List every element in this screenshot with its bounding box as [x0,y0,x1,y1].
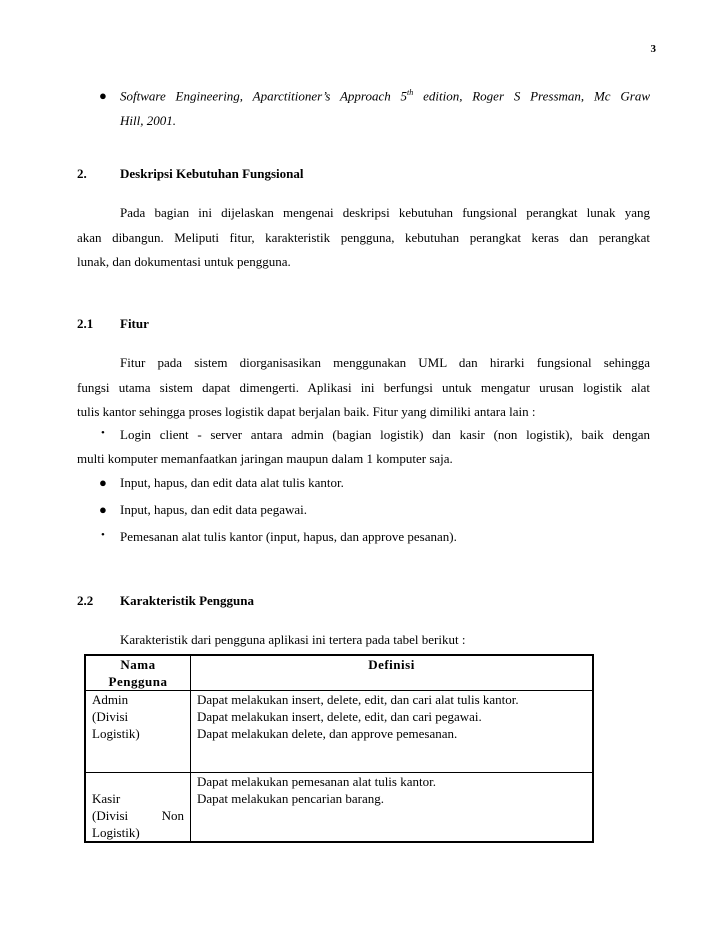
bullet-dot: ● [99,88,107,103]
bullet-dot: • [101,529,105,541]
table-row [85,691,593,773]
feature-item: Input, hapus, dan edit data alat tulis kantor. [120,475,344,490]
table-header-row [85,655,593,691]
user-definition-cell: Dapat melakukan pemesanan alat tulis kantor. Dapat melakukan pencarian barang. [191,773,594,843]
table-row [85,773,593,843]
section-2-2-title: Karakteristik Pengguna [120,593,254,608]
section-2-2-number: 2.2 [77,593,94,608]
bullet-dot: ● [99,475,107,490]
feature-item: Pemesanan alat tulis kantor (input, hapus, dan approve pesanan). [120,529,457,544]
section-2-1-para-line-3: tulis kantor sehingga proses logistik dapat berjalan baik. Fitur yang dimiliki antara lain : [77,404,536,419]
section-2-1-number: 2.1 [77,316,94,331]
section-2-title: Deskripsi Kebutuhan Fungsional [120,166,304,181]
feature-item: Input, hapus, dan edit data pegawai. [120,502,307,517]
user-name-cell: Kasir (Divisi Non Logistik) [85,773,191,843]
reference-superscript: th [407,88,414,97]
section-2-1-para-line-1: Fitur pada sistem diorganisasikan menggunakan UML dan hirarki fungsional sehingga [120,355,650,370]
reference-line-2: Hill, 2001. [120,113,176,128]
user-name-cell: Admin (Divisi Logistik) [85,691,191,773]
table-header-definition: Definisi [191,655,594,691]
section-2-2-intro: Karakteristik dari pengguna aplikasi ini tertera pada tabel berikut : [120,632,466,647]
bullet-dot: ● [99,502,107,517]
page-number: 3 [650,43,656,55]
reference-line-1: Software Engineering, Aparctitioner’s Approach 5th edition, Roger S Pressman, Mc Graw [120,88,650,104]
section-2-1-title: Fitur [120,316,149,331]
bullet-dot: • [101,427,105,439]
section-2-para-line-1: Pada bagian ini dijelaskan mengenai deskripsi kebutuhan fungsional perangkat lunak yang [120,205,650,220]
section-2-number: 2. [77,166,87,181]
user-definition-cell: Dapat melakukan insert, delete, edit, dan cari alat tulis kantor. Dapat melakukan insert, delete, edit, dan cari pegawai. Dapat melakukan delete, dan approve pemesanan. [191,691,594,773]
user-characteristics-table [84,654,594,843]
table-header-name: Nama Pengguna [85,655,191,691]
section-2-para-line-3: lunak, dan dokumentasi untuk pengguna. [77,254,291,269]
section-2-para-line-2: akan dibangun. Meliputi fitur, karakteristik pengguna, kebutuhan perangkat keras dan perangkat [77,230,650,245]
feature-login-line-1: Login client - server antara admin (bagian logistik) dan kasir (non logistik), baik dengan [120,427,650,442]
feature-login-line-2: multi komputer memanfaatkan jaringan maupun dalam 1 komputer saja. [77,451,453,466]
section-2-1-para-line-2: fungsi utama sistem dapat dimengerti. Aplikasi ini berfungsi untuk mengatur urusan logistik alat [77,380,650,395]
